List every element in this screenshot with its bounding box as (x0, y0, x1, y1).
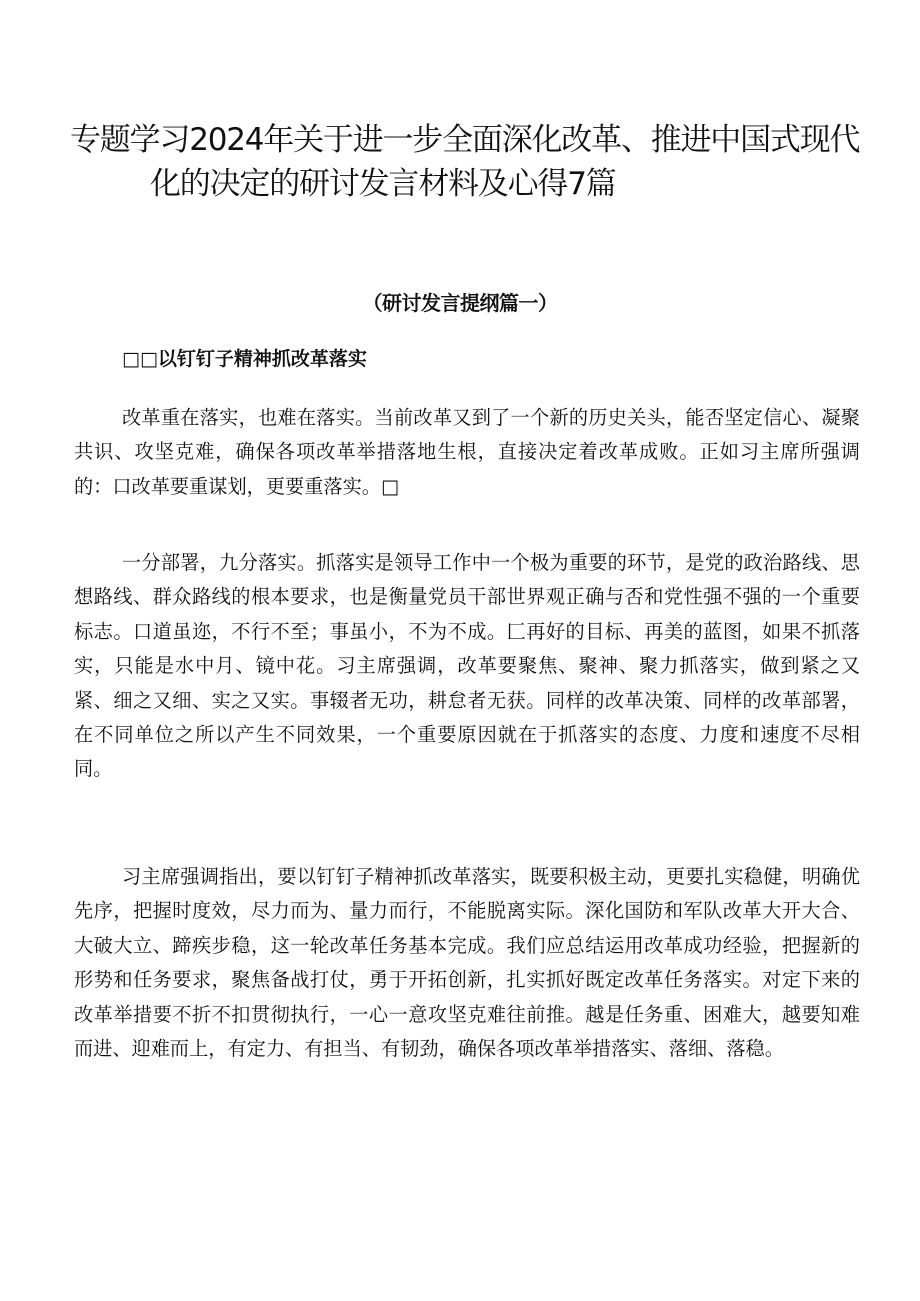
document-title (70, 118, 870, 206)
paragraph-3: 习主席强调指出，要以钉钉子精神抓改革落实，既要积极主动，更要扎实稳健，明确优先序，把握时度效，尽力而为、量力而行，不能脱离实际。深化国防和军队改革大开大合、大破大立、蹄疾步稳，这一轮改革任务基本完成。我们应总结运用改革成功经验，把握新的形势和任务要求，聚焦备战打仗，勇于开拓创新，扎实抓好既定改革任务落实。对定下来的改革举措要不折不扣贯彻执行，一心一意攻坚克难往前推。越是任务重、困难大，越要知难而进、迎难而上，有定力、有担当、有韧劲，确保各项改革举措落实、落细、落稳。 (74, 865, 860, 1061)
document-title-line-2: 化的决定的研讨发言材料及心得7篇 (150, 166, 616, 202)
subheading: □□以钉钉子精神抓改革落实 (122, 348, 367, 370)
paragraph-2: 一分部署，九分落实。抓落实是领导工作中一个极为重要的环节，是党的政治路线、思想路线、群众路线的根本要求，也是衡量党员干部世界观正确与否和党性强不强的一个重要标志。口道虽迩，不行不至；事虽小，不为不成。匚再好的目标、再美的蓝图，如果不抓落实，只能是水中月、镜中花。习主席强调，改革要聚焦、聚神、聚力抓落实，做到紧之又紧、细之又细、实之又实。事辍者无功，耕怠者无获。同样的改革决策、同样的改革部署，在不同单位之所以产生不同效果，一个重要原因就在于抓落实的态度、力度和速度不尽相同。 (74, 551, 860, 781)
paragraph-1: 改革重在落实，也难在落实。当前改革又到了一个新的历史关头，能否坚定信心、凝聚共识、攻坚克难，确保各项改革举措落地生根，直接决定着改革成败。正如习主席所强调的：口改革要重谋划，更要重落实。□ (74, 406, 860, 498)
section-heading: （研讨发言提纲篇一） (362, 291, 558, 315)
document-title-line-1: 专题学习2024年关于进一步全面深化改革、推进中国式现代 (70, 122, 860, 158)
